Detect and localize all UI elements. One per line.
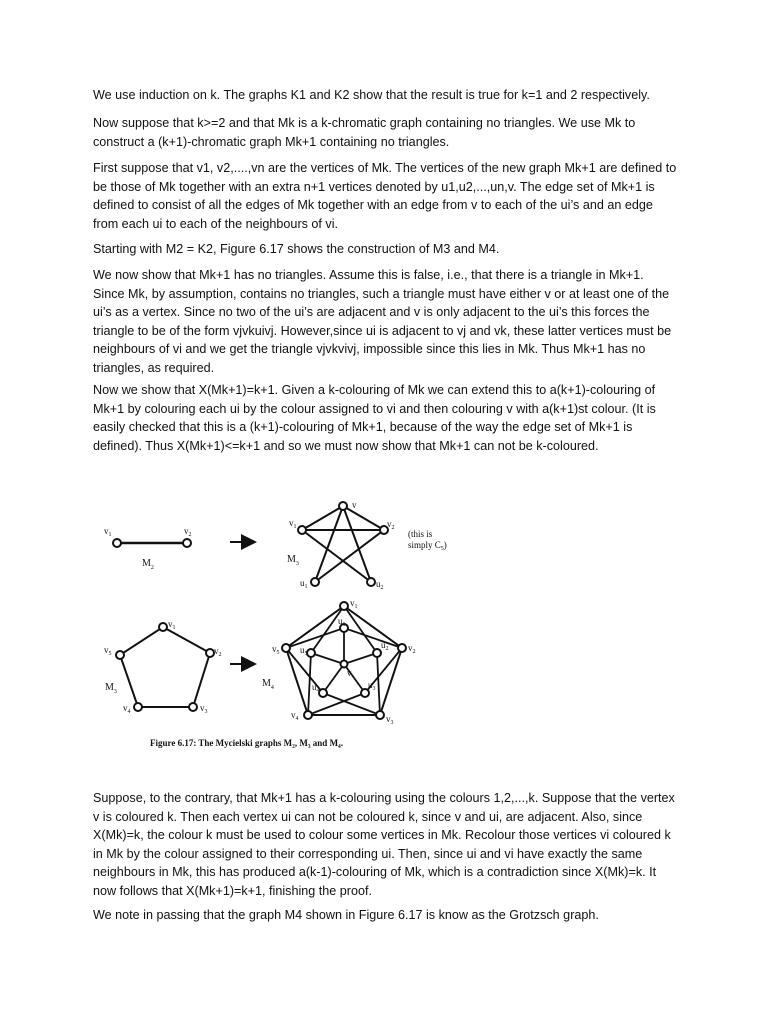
svg-text:v3: $v_3$	[200, 703, 208, 715]
mycielski-figure	[90, 490, 490, 760]
svg-text:v2: $v_2$	[408, 643, 416, 655]
m3-label: $M_3$	[287, 554, 299, 567]
svg-text:v5: $v_5$	[272, 644, 280, 656]
m4-label: $M_4$	[262, 678, 274, 691]
graph-m4	[262, 598, 416, 726]
paragraph-induction: We use induction on k. The graphs K1 and K2 show that the result is true for k=1 and 2 respectively.	[93, 88, 650, 102]
svg-text:v4: $v_4$	[123, 703, 131, 715]
svg-text:v1: $v_1$	[168, 619, 176, 631]
svg-text:v2: $v_2$	[184, 526, 192, 538]
svg-text:u4: $u_4$	[312, 682, 320, 694]
svg-text:u1: $u_1$	[338, 616, 346, 628]
svg-text:v4: $v_4$	[291, 710, 299, 722]
paragraph-contradiction: Suppose, to the contrary, that Mk+1 has a k-colouring using the colours 1,2,...,k. Suppose that the vertex v is coloured k. Then each vertex ui can not be coloured k, since v and ui, are adjacent. Also, since X(Mk)=k, the colour k must be used to colour some vertices in Mk. Recolour those vertices vi coloured k in Mk by the colour assigned to their corresponding ui. Then, since ui and vi have exactly the same neighbours in Mk, this has produced a(k-1)-colouring of Mk, which is a contradiction since X(Mk)=k. It now follows that X(Mk+1)=k+1, finishing the proof.	[93, 791, 675, 898]
m3b-label: $M_3$	[105, 682, 117, 695]
paragraph-chromatic-upper: Now we show that X(Mk+1)=k+1. Given a k-colouring of Mk we can extend this to a(k+1)-colouring of Mk+1 by colouring each ui by the colour assigned to vi and then colouring v with a(k+1)st colour. (It is easily checked that this is a (k+1)-colouring of Mk+1, because of the way the edge set of Mk+1 is defined). Thus X(Mk+1)<=k+1 and so we must now show that Mk+1 can not be k-coloured.	[93, 383, 656, 453]
svg-text:v2: $v_2$	[387, 519, 395, 531]
svg-text:u1: $u_1$	[300, 578, 308, 590]
svg-text:v2: $v_2$	[214, 646, 222, 658]
paragraph-construction: First suppose that v1, v2,....,vn are the vertices of Mk. The vertices of the new graph Mk+1 are defined to be those of Mk together with an extra n+1 vertices denoted by u1,u2,...,un,v. The edge set of Mk+1 is defined to consist of all the edges of Mk together with an edge from v to each of the ui’s and an edge from each ui to each of the neighbours of vi.	[93, 161, 677, 231]
c5-note: (this is	[408, 529, 433, 539]
paragraph-suppose: Now suppose that k>=2 and that Mk is a k-chromatic graph containing no triangles. We use Mk to construct a (k+1)-chromatic graph Mk+1 containing no triangles.	[93, 116, 636, 149]
graph-m2	[104, 526, 192, 571]
svg-text:u5: $u_5$	[300, 645, 308, 657]
m2-label: $M_2$	[142, 558, 154, 571]
svg-text:v1: $v_1$	[289, 518, 297, 530]
c5-note-line2: simply $C_5$)	[408, 540, 447, 552]
paragraph-starting: Starting with M2 = K2, Figure 6.17 shows the construction of M3 and M4.	[93, 242, 500, 256]
svg-text:u3: $u_3$	[368, 680, 376, 692]
svg-text:v: v	[347, 668, 352, 678]
svg-text:u2: $u_2$	[376, 579, 384, 591]
graph-m3	[287, 500, 447, 591]
graph-m3-pentagon	[104, 619, 222, 715]
svg-text:v3: $v_3$	[386, 714, 394, 726]
svg-text:u2: $u_2$	[381, 640, 389, 652]
svg-text:v: v	[352, 500, 357, 510]
svg-text:v1: $v_1$	[104, 526, 112, 538]
figure-caption: Figure 6.17: The Mycielski graphs M₂, M₃ and M₄.	[150, 738, 344, 748]
paragraph-grotzsch-note: We note in passing that the graph M4 shown in Figure 6.17 is know as the Grotzsch graph.	[93, 908, 599, 922]
svg-text:v5: $v_5$	[104, 645, 112, 657]
svg-text:v1: $v_1$	[350, 598, 358, 610]
paragraph-no-triangles: We now show that Mk+1 has no triangles. Assume this is false, i.e., that there is a triangle in Mk+1. Since Mk, by assumption, contains no triangles, such a triangle must have either v or at least one of the ui’s as a vertex. Since no two of the ui’s are adjacent and v is only adjacent to the ui’s this forces the triangle to be of the form vjvkuivj. However,since ui is adjacent to vj and vk, these latter vertices must be neighbours of vi and we get the triangle vjvkvivj, impossible since this lies in Mk. Thus Mk+1 has no triangles, as required.	[93, 268, 672, 375]
